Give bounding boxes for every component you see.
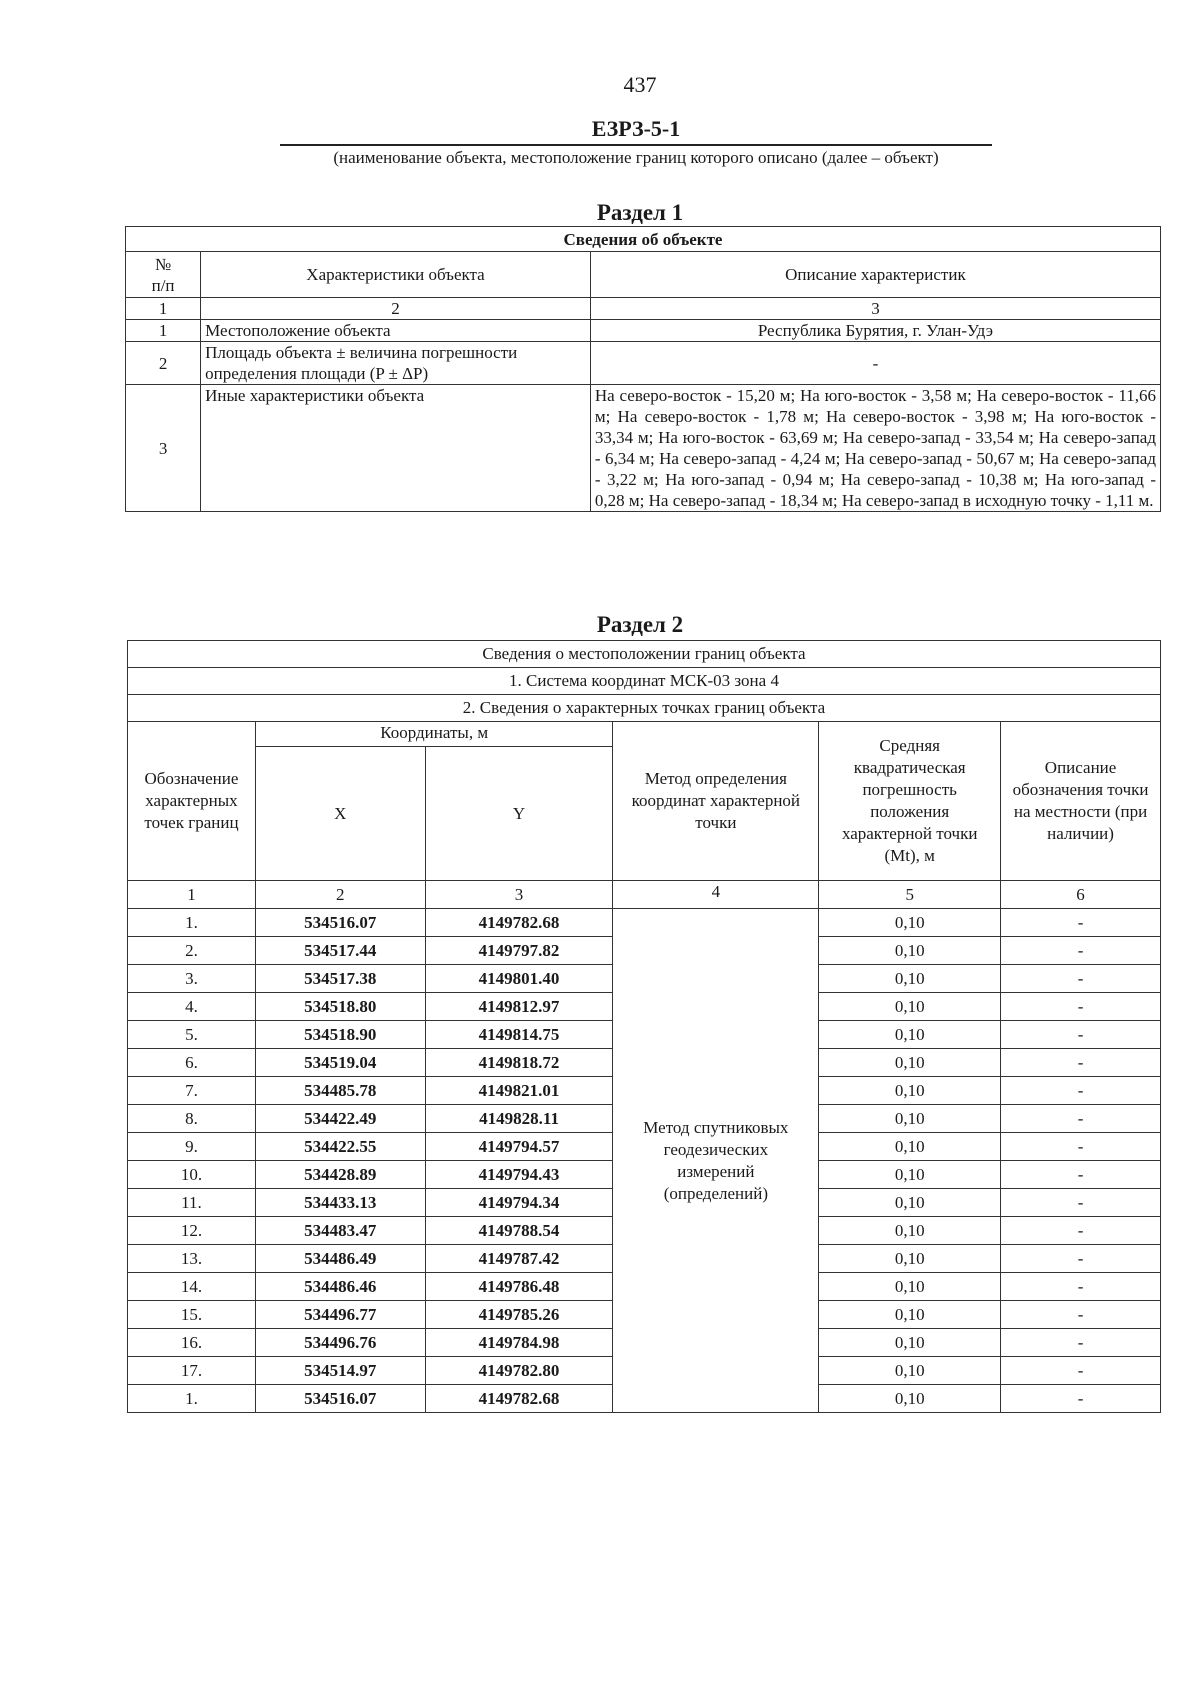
point-label: 14. [128, 1273, 256, 1301]
point-y: 4149782.80 [425, 1357, 613, 1385]
point-description: - [1001, 1049, 1161, 1077]
point-x: 534496.76 [255, 1329, 425, 1357]
header-description: Описание характеристик [590, 252, 1160, 298]
point-x: 534517.38 [255, 965, 425, 993]
point-label: 13. [128, 1245, 256, 1273]
header-num: № п/п [126, 252, 201, 298]
row-value: На северо-восток - 15,20 м; На юго-восток - 3,58 м; На северо-восток - 11,66 м; На северо-восток - 1,78 м; На северо-восток - 3,98 м; На юго-восток - 33,34 м; На юго-восток - 63,69 м; На северо-запад - 33,54 м; На северо-запад - 6,34 м; На северо-запад - 4,24 м; На северо-запад - 50,67 м; На северо-запад - 3,22 м; На юго-запад - 0,94 м; На северо-запад - 10,38 м; На юго-запад - 0,28 м; На северо-запад - 18,34 м; На северо-запад в исходную точку - 1,11 м. [590, 385, 1160, 512]
point-x: 534514.97 [255, 1357, 425, 1385]
point-label: 4. [128, 993, 256, 1021]
point-error: 0,10 [819, 909, 1001, 937]
point-error: 0,10 [819, 1049, 1001, 1077]
point-error: 0,10 [819, 993, 1001, 1021]
col-number: 2 [255, 881, 425, 909]
point-label: 7. [128, 1077, 256, 1105]
point-description: - [1001, 1161, 1161, 1189]
point-description: - [1001, 1385, 1161, 1413]
point-error: 0,10 [819, 1273, 1001, 1301]
point-x: 534422.49 [255, 1105, 425, 1133]
point-x: 534428.89 [255, 1161, 425, 1189]
header-x: X [255, 747, 425, 881]
row-name: Иные характеристики объекта [201, 385, 591, 512]
point-y: 4149797.82 [425, 937, 613, 965]
col-number: 5 [819, 881, 1001, 909]
point-y: 4149788.54 [425, 1217, 613, 1245]
point-y: 4149782.68 [425, 1385, 613, 1413]
point-label: 9. [128, 1133, 256, 1161]
header-error: Средняя квадратическая погрешность положения характерной точки (Mt), м [819, 722, 1001, 881]
table-row [126, 320, 1161, 342]
header-coords: Координаты, м [255, 722, 613, 747]
section1-table [125, 226, 1161, 512]
point-y: 4149812.97 [425, 993, 613, 1021]
point-x: 534486.46 [255, 1273, 425, 1301]
point-y: 4149821.01 [425, 1077, 613, 1105]
table-title-row [126, 227, 1161, 252]
point-x: 534516.07 [255, 1385, 425, 1413]
section2-table [127, 640, 1161, 1413]
point-error: 0,10 [819, 937, 1001, 965]
row-name: Местоположение объекта [201, 320, 591, 342]
point-label: 8. [128, 1105, 256, 1133]
point-y: 4149794.57 [425, 1133, 613, 1161]
point-y: 4149794.34 [425, 1189, 613, 1217]
point-description: - [1001, 1189, 1161, 1217]
point-x: 534485.78 [255, 1077, 425, 1105]
point-y: 4149801.40 [425, 965, 613, 993]
point-description: - [1001, 1357, 1161, 1385]
point-label: 16. [128, 1329, 256, 1357]
point-error: 0,10 [819, 965, 1001, 993]
point-label: 1. [128, 909, 256, 937]
point-label: 6. [128, 1049, 256, 1077]
col-number: 6 [1001, 881, 1161, 909]
row-name: Площадь объекта ± величина погрешности определения площади (P ± ΔP) [201, 342, 591, 385]
point-error: 0,10 [819, 1385, 1001, 1413]
column-number-row [128, 881, 1161, 909]
table-row [126, 385, 1161, 512]
point-error: 0,10 [819, 1217, 1001, 1245]
point-x: 534516.07 [255, 909, 425, 937]
table-row [128, 909, 1161, 937]
section2-title: Раздел 2 [596, 612, 684, 637]
point-y: 4149782.68 [425, 909, 613, 937]
point-x: 534518.80 [255, 993, 425, 1021]
point-label: 10. [128, 1161, 256, 1189]
point-description: - [1001, 993, 1161, 1021]
point-x: 534433.13 [255, 1189, 425, 1217]
section2-caption: Сведения о местоположении границ объекта [128, 641, 1161, 668]
col-number: 1 [128, 881, 256, 909]
point-description: - [1001, 909, 1161, 937]
method-value: Метод спутниковых геодезических измерений (определений) [613, 909, 819, 1413]
point-error: 0,10 [819, 1021, 1001, 1049]
point-label: 17. [128, 1357, 256, 1385]
object-name: ЕЗРЗ-5-1 [280, 116, 992, 146]
point-y: 4149784.98 [425, 1329, 613, 1357]
point-x: 534486.49 [255, 1245, 425, 1273]
point-description: - [1001, 937, 1161, 965]
header-characteristic: Характеристики объекта [201, 252, 591, 298]
point-description: - [1001, 1021, 1161, 1049]
page-number: 437 [623, 72, 657, 97]
point-error: 0,10 [819, 1133, 1001, 1161]
point-label: 2. [128, 937, 256, 965]
point-label: 12. [128, 1217, 256, 1245]
point-description: - [1001, 1273, 1161, 1301]
col-number: 3 [425, 881, 613, 909]
points-body [128, 909, 1161, 1413]
point-description: - [1001, 965, 1161, 993]
section1-title: Раздел 1 [596, 200, 684, 225]
point-description: - [1001, 1217, 1161, 1245]
point-x: 534517.44 [255, 937, 425, 965]
point-y: 4149787.42 [425, 1245, 613, 1273]
point-error: 0,10 [819, 1189, 1001, 1217]
point-label: 1. [128, 1385, 256, 1413]
point-y: 4149786.48 [425, 1273, 613, 1301]
row-num: 1 [126, 320, 201, 342]
point-error: 0,10 [819, 1105, 1001, 1133]
point-error: 0,10 [819, 1301, 1001, 1329]
object-caption: (наименование объекта, местоположение границ которого описано (далее – объект) [333, 148, 939, 167]
points-title: 2. Сведения о характерных точках границ объекта [128, 695, 1161, 722]
point-error: 0,10 [819, 1357, 1001, 1385]
point-description: - [1001, 1329, 1161, 1357]
point-description: - [1001, 1077, 1161, 1105]
point-error: 0,10 [819, 1329, 1001, 1357]
point-error: 0,10 [819, 1245, 1001, 1273]
point-x: 534519.04 [255, 1049, 425, 1077]
col-number: 4 [613, 881, 819, 909]
section1-table-title: Сведения об объекте [126, 227, 1161, 252]
point-label: 15. [128, 1301, 256, 1329]
header-row [126, 252, 1161, 298]
point-label: 5. [128, 1021, 256, 1049]
point-y: 4149828.11 [425, 1105, 613, 1133]
header-description: Описание обозначения точки на местности (при наличии) [1001, 722, 1161, 881]
header-row [128, 722, 1161, 747]
point-y: 4149818.72 [425, 1049, 613, 1077]
object-header [280, 116, 992, 168]
point-x: 534422.55 [255, 1133, 425, 1161]
header-method: Метод определения координат характерной точки [613, 722, 819, 881]
point-y: 4149814.75 [425, 1021, 613, 1049]
header-y: Y [425, 747, 613, 881]
row-value: - [590, 342, 1160, 385]
point-description: - [1001, 1105, 1161, 1133]
col-number: 1 [126, 298, 201, 320]
point-description: - [1001, 1301, 1161, 1329]
point-error: 0,10 [819, 1161, 1001, 1189]
point-label: 11. [128, 1189, 256, 1217]
row-num: 3 [126, 385, 201, 512]
column-number-row [126, 298, 1161, 320]
point-x: 534518.90 [255, 1021, 425, 1049]
col-number: 2 [201, 298, 591, 320]
point-description: - [1001, 1245, 1161, 1273]
point-y: 4149794.43 [425, 1161, 613, 1189]
point-label: 3. [128, 965, 256, 993]
point-error: 0,10 [819, 1077, 1001, 1105]
point-x: 534483.47 [255, 1217, 425, 1245]
row-num: 2 [126, 342, 201, 385]
coord-system: 1. Система координат МСК-03 зона 4 [128, 668, 1161, 695]
point-y: 4149785.26 [425, 1301, 613, 1329]
point-x: 534496.77 [255, 1301, 425, 1329]
row-value: Республика Бурятия, г. Улан-Удэ [590, 320, 1160, 342]
col-number: 3 [590, 298, 1160, 320]
point-description: - [1001, 1133, 1161, 1161]
header-point: Обозначение характерных точек границ [128, 722, 256, 881]
table-row [126, 342, 1161, 385]
